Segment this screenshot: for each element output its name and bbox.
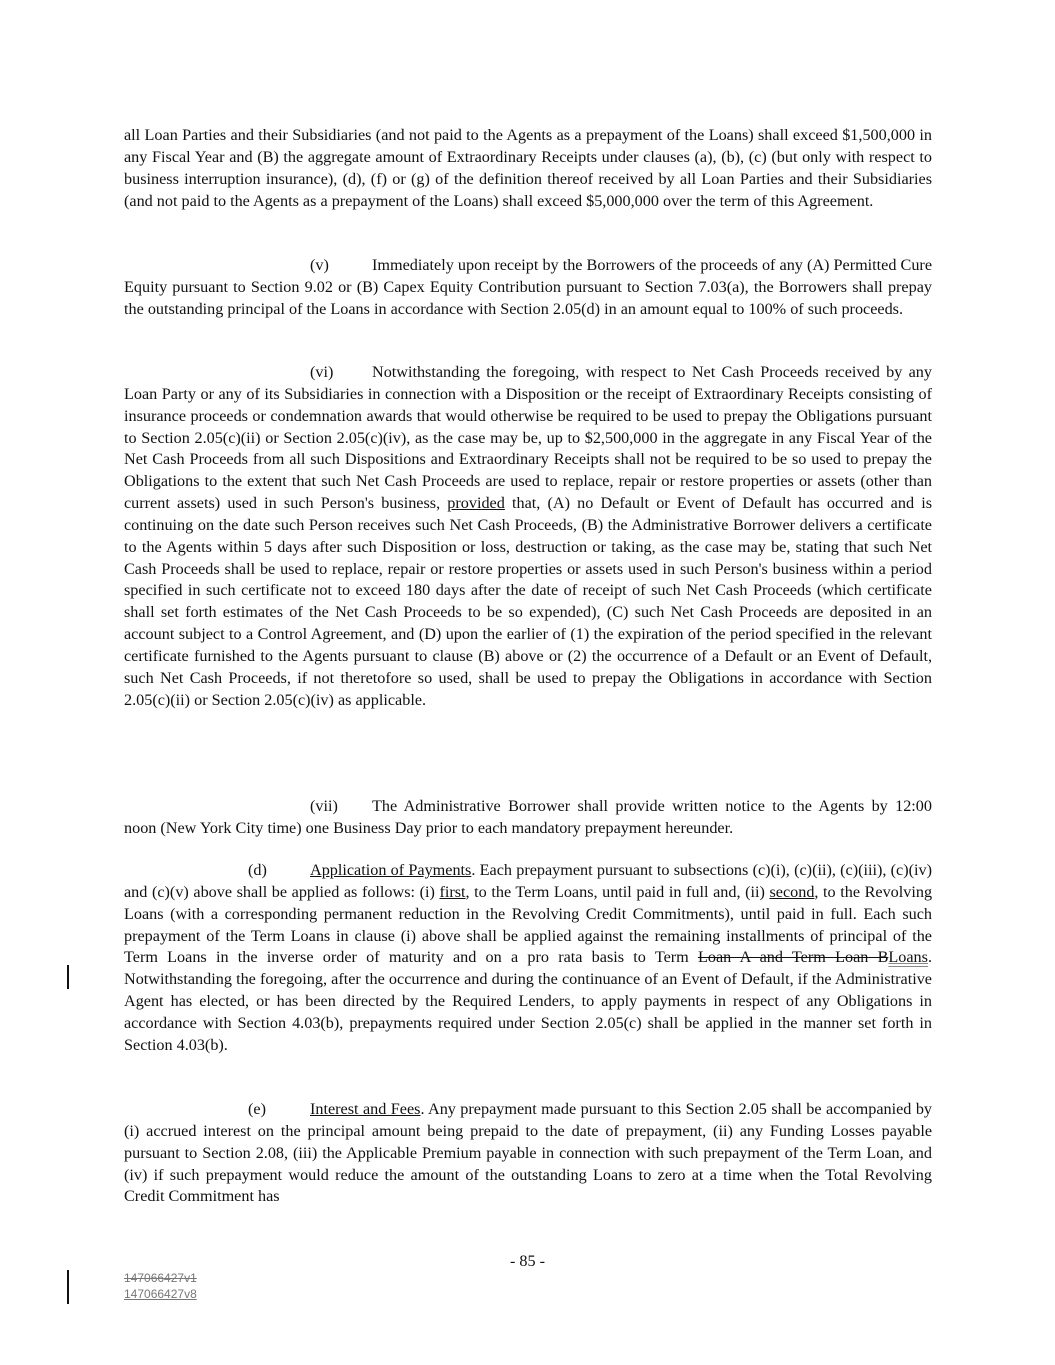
paragraph-text: all Loan Parties and their Subsidiaries (and not paid to the Agents as a prepayment of the Loans) shall exceed $1,500,000 in any Fiscal Year and (B) the aggregate amount of Extraordinary Receipts under clauses (a), (b), (c) (but only with respect to business interruption insurance), (d), (f) or (g) of the definition thereof received by all Loan Parties and their Subsidiaries (and not paid to the Agents as a prepayment of the Loans) shall exceed $5,000,000 over the term of this Agreement. (124, 126, 932, 210)
clause-number: (v) (310, 256, 329, 274)
deleted-text: Loan A and Term Loan B (697, 948, 889, 967)
doc-id-old: 147066427v1 (124, 1271, 197, 1285)
paragraph-e (124, 1099, 932, 1208)
doc-id-new: 147066427v8 (124, 1287, 197, 1301)
first-term: first (439, 882, 466, 901)
page-number: - 85 - (509, 1252, 546, 1270)
inserted-text: Loans (888, 948, 928, 967)
paragraph-text: , to the Revolving Loans (with a corresponding permanent reduction in the Revolving Credit Commitments), until paid in full. Each such prepayment of the Term Loans in clause (i) above shall be applied against the remaining installments of principal of the Term Loans in the inverse order of maturity and on a pro rata basis to Term (124, 882, 933, 967)
paragraph-text: that, (A) no Default or Event of Default has occurred and is continuing on the date such Person receives such Net Cash Proceeds, (B) the Administrative Borrower delivers a certificate to the Agents within 5 days after such Disposition or loss, destruction or taking, as the case may be, stating that such Net Cash Proceeds shall be used to replace, repair or restore properties or assets used in such Person's business within a period specified in such certificate not to exceed 180 days after the date of receipt of such Net Cash Proceeds (which certificate shall set forth estimates of the Net Cash Proceeds to be so expended), (C) such Net Cash Proceeds are deposited in an account subject to a Control Agreement, and (D) upon the earlier of (1) the expiration of the period specified in the relevant certificate furnished to the Agents pursuant to clause (B) above or (2) the occurrence of a Default or an Event of Default, such Net Cash Proceeds, if not theretofore so used, shall be used to prepay the Obligations in accordance with Section 2.05(c)(ii) or Section 2.05(c)(iv) as applicable. (124, 494, 932, 709)
paragraph-text: Immediately upon receipt by the Borrowers of the proceeds of any (A) Permitted Cure Equity pursuant to Section 9.02 or (B) Capex Equity Contribution pursuant to Section 7.03(a), the Borrowers shall prepay the outstanding principal of the Loans in accordance with Section 2.05(d) in an amount equal to 100% of such proceeds. (124, 256, 932, 318)
paragraph-v (124, 255, 932, 321)
paragraph-text: , to the Term Loans, until paid in full and, (ii) (465, 882, 765, 901)
provided-term: provided (447, 494, 505, 513)
paragraph-text: . Any prepayment made pursuant to this Section 2.05 shall be accompanied by (i) accrued interest on the principal amount being prepaid to the date of prepayment, (ii) any Funding Losses payable pursuant to Section 2.08, (iii) the Applicable Premium payable in connection with such prepayment of the Term Loan, and (iv) if such prepayment would reduce the amount of the outstanding Loans to zero at a time when the Total Revolving Credit Commitment has (124, 1100, 933, 1206)
paragraph-text: The Administrative Borrower shall provide written notice to the Agents by 12:00 noon (New York City time) one Business Day prior to each mandatory prepayment hereunder. (124, 797, 932, 837)
clause-number: (vii) (310, 797, 338, 815)
change-bar (67, 1270, 69, 1304)
clause-number: (d) (248, 861, 267, 879)
second-term: second (769, 882, 815, 901)
paragraph-text: Notwithstanding the foregoing, with respect to Net Cash Proceeds received by any Loan Party or any of its Subsidiaries in connection with a Disposition or the receipt of Extraordinary Receipts consisting of insurance proceeds or condemnation awards that would otherwise be required to be used to prepay the Obligations pursuant to Section 2.05(c)(ii) or Section 2.05(c)(iv), as the case may be, up to $2,500,000 in the aggregate in any Fiscal Year of the Net Cash Proceeds from all such Dispositions and Extraordinary Receipts shall not be required to be so used to prepay the Obligations to the extent that such Net Cash Proceeds are used to replace, repair or restore properties or assets (other than current assets) used in such Person's business, (124, 363, 932, 513)
paragraph-text: . Each prepayment pursuant to subsections (c)(i), (c)(ii), (c)(iii), (c)(iv) and (c)(v) above shall be applied as follows: (i) (124, 861, 932, 901)
change-bar (67, 965, 69, 989)
paragraph-continuation (124, 125, 932, 212)
clause-number: (e) (248, 1100, 266, 1118)
paragraph-vii (124, 796, 932, 840)
paragraph-text: . Notwithstanding the foregoing, after the occurrence and during the continuance of an Event of Default, if the Administrative Agent has elected, or has been directed by the Required Lenders, to apply payments in respect of any Obligations in accordance with Section 4.03(b), prepayments required under Section 2.05(c) shall be applied in the manner set forth in Section 4.03(b). (124, 948, 932, 1054)
section-heading: Interest and Fees (310, 1100, 421, 1118)
section-heading: Application of Payments (310, 861, 472, 879)
paragraph-d (124, 860, 932, 1057)
clause-number: (vi) (310, 363, 334, 381)
paragraph-vi (124, 362, 932, 712)
